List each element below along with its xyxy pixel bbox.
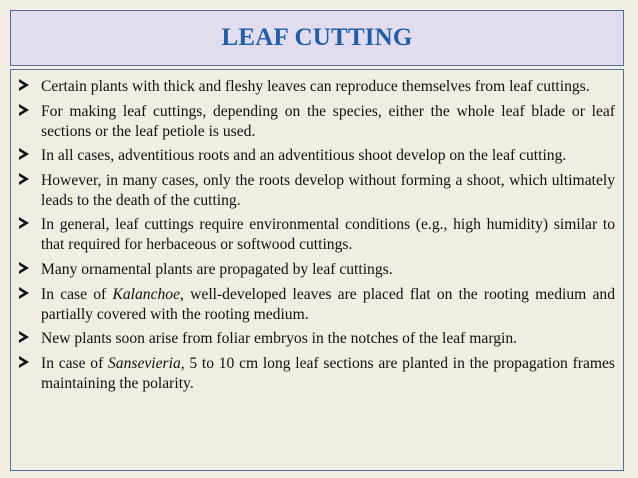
bullet-text: In all cases, adventitious roots and an adventitious shoot develop on the leaf cutting. xyxy=(41,147,567,165)
bullet-text: In general, leaf cuttings require environmental conditions (e.g., high humidity) similar to that required for herbaceous or softwood cuttings. xyxy=(41,216,615,254)
species-name: Kalanchoe xyxy=(112,285,181,303)
bullet-text: However, in many cases, only the roots develop without forming a shoot, which ultimately leads to the death of the cutting. xyxy=(41,171,615,209)
bullet-text: New plants soon arise from foliar embryos in the notches of the leaf margin. xyxy=(41,330,518,348)
bullet-text-lead: In case of xyxy=(41,354,108,372)
bullet-item xyxy=(17,260,615,280)
arrowhead-bullet-icon xyxy=(19,146,29,166)
bullet-item xyxy=(17,285,615,325)
arrowhead-bullet-icon xyxy=(19,77,29,97)
bullet-text: Certain plants with thick and fleshy leaves can reproduce themselves from leaf cuttings. xyxy=(41,78,590,95)
slide-title: LEAF CUTTING xyxy=(221,24,413,51)
bullet-item xyxy=(17,215,615,255)
arrowhead-bullet-icon xyxy=(19,215,29,235)
bullet-text: Many ornamental plants are propagated by leaf cuttings. xyxy=(41,260,393,278)
bullet-text: For making leaf cuttings, depending on the species, either the whole leaf blade or leaf sections or the leaf petiole is used. xyxy=(41,102,615,140)
bullet-text-rest: , well-developed leaves are placed flat on the rooting medium and partially covered with the rooting medium. xyxy=(41,285,615,323)
arrowhead-bullet-icon xyxy=(19,171,29,191)
bullet-text-rest: 5 to 10 cm long leaf sections are planted in the propagation frames maintaining the polarity. xyxy=(41,354,615,392)
title-banner xyxy=(10,10,624,66)
arrowhead-bullet-icon xyxy=(19,354,29,374)
bullet-item xyxy=(17,102,615,142)
bullet-list xyxy=(17,77,615,394)
bullet-item xyxy=(17,329,615,349)
arrowhead-bullet-icon xyxy=(19,260,29,280)
bullet-item xyxy=(17,171,615,211)
bullet-item xyxy=(17,354,615,394)
content-panel xyxy=(10,69,624,471)
arrowhead-bullet-icon xyxy=(19,329,29,349)
species-name: Sansevieria, xyxy=(108,354,185,372)
bullet-item xyxy=(17,146,615,166)
arrowhead-bullet-icon xyxy=(19,102,29,122)
bullet-text-lead: In case of xyxy=(41,285,113,303)
bullet-item xyxy=(17,77,615,97)
arrowhead-bullet-icon xyxy=(19,285,29,305)
